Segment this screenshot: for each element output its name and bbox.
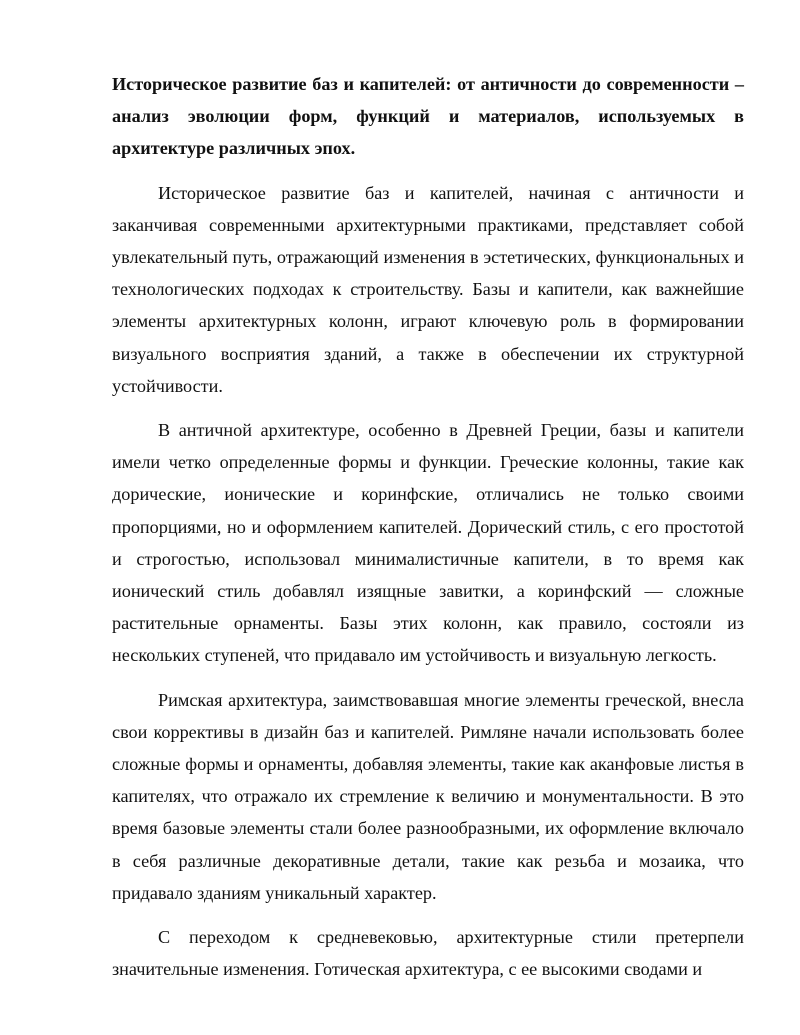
paragraph-3: Римская архитектура, заимствовавшая многие элементы греческой, внесла свои коррективы в дизайн баз и капителей. Римляне начали использовать более сложные формы и орнаменты, добавляя элементы, такие как аканфовые листья в капителях, что отражало их стремление к величию и монументальности. В это время базовые элементы стали более разнообразными, их оформление включало в себя различные декоративные детали, такие как резьба и мозаика, что придавало зданиям уникальный характер.: [112, 689, 744, 903]
paragraph-2: В античной архитектуре, особенно в Древней Греции, базы и капители имели четко определенные формы и функции. Греческие колонны, такие как дорические, ионические и коринфские, отличались не только своими пропорциями, но и оформлением капителей. Дорический стиль, с его простотой и строгостью, использовал минималистичные капители, в то время как ионический стиль добавлял изящные завитки, а коринфский — сложные растительные орнаменты. Базы этих колонн, как правило, состояли из нескольких ступеней, что придавало им устойчивость и визуальную легкость.: [112, 420, 744, 666]
paragraph-4: С переходом к средневековью, архитектурные стили претерпели значительные изменения. Готическая архитектура, с ее высокими сводами и: [112, 927, 744, 980]
paragraph-1: Историческое развитие баз и капителей, начиная с античности и заканчивая современными архитектурными практиками, представляет собой увлекательный путь, отражающий изменения в эстетических, функциональных и технологических подходах к строительству. Базы и капители, как важнейшие элементы архитектурных колонн, играют ключевую роль в формировании визуального восприятия зданий, а также в обеспечении их структурной устойчивости.: [112, 182, 744, 396]
document-page: [112, 68, 744, 985]
document-title: Историческое развитие баз и капителей: от античности до современности – анализ эволюции форм, функций и материалов, используемых в архитектуре различных эпох.: [112, 74, 744, 159]
